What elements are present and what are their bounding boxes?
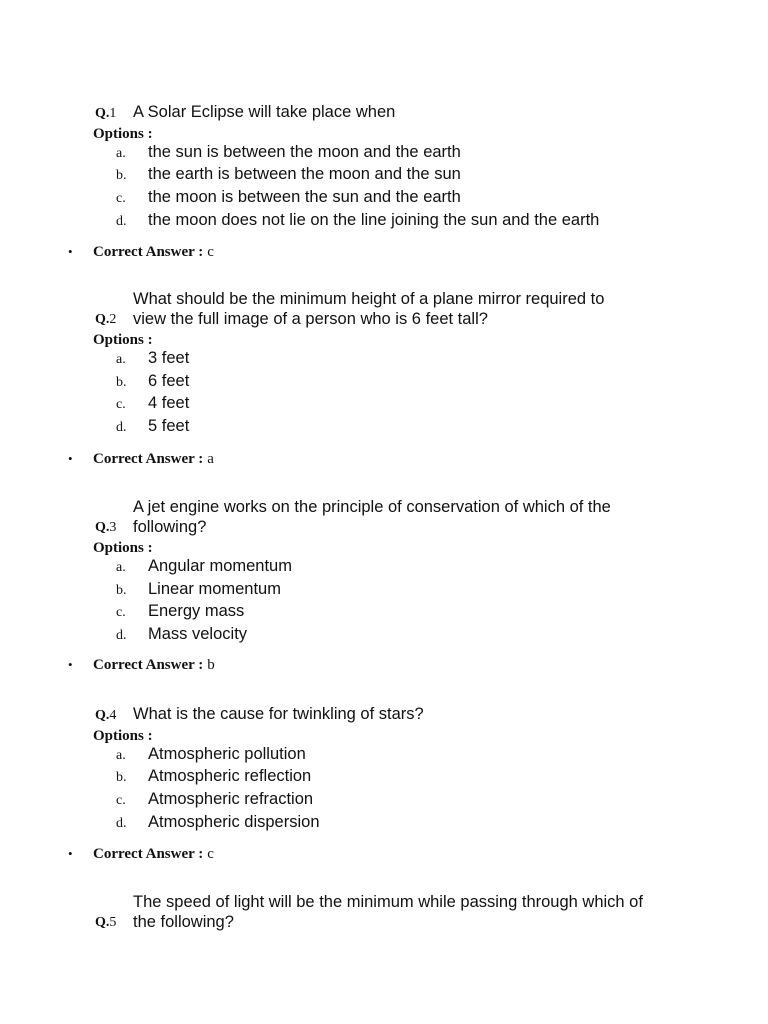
- correct-answer-1: [68, 244, 214, 261]
- option-text: the moon is between the sun and the earth: [148, 187, 461, 206]
- option-letter: a.: [116, 145, 126, 161]
- option-c: [93, 394, 693, 417]
- option-letter: b.: [116, 770, 127, 786]
- options-list: [93, 143, 693, 234]
- option-letter: a.: [116, 560, 126, 575]
- option-c: [93, 790, 693, 813]
- answer-label: Correct Answer :: [93, 846, 204, 862]
- option-c: [93, 602, 693, 625]
- option-a: [93, 745, 693, 768]
- question-3: [93, 498, 693, 648]
- question-number: Q.1: [95, 105, 117, 121]
- answer-label: Correct Answer :: [93, 451, 204, 467]
- question-2-header: [93, 290, 693, 329]
- bullet-icon: •: [68, 846, 73, 861]
- question-number: Q.5: [95, 915, 117, 930]
- option-text: 5 feet: [148, 417, 190, 436]
- question-4: [93, 705, 693, 835]
- bullet-icon: •: [68, 244, 73, 259]
- question-text: A jet engine works on the principle of conservation of which of the following?: [133, 498, 611, 536]
- option-text: Angular momentum: [148, 557, 292, 575]
- option-letter: c.: [116, 605, 126, 621]
- option-b: [93, 580, 693, 603]
- option-d: [93, 211, 693, 234]
- answer-value: c: [207, 846, 214, 862]
- option-letter: a.: [116, 747, 126, 763]
- options-list: [93, 557, 693, 648]
- option-a: [93, 349, 693, 372]
- options-label: Options :: [93, 332, 153, 348]
- option-c: [93, 188, 693, 211]
- option-letter: b.: [116, 374, 127, 390]
- answer-label: Correct Answer :: [93, 244, 204, 260]
- option-letter: d.: [116, 420, 127, 436]
- option-text: Atmospheric reflection: [148, 767, 312, 786]
- options-label: Options :: [93, 125, 153, 142]
- option-b: [93, 165, 693, 188]
- option-a: [93, 143, 693, 166]
- option-letter: d.: [116, 815, 127, 831]
- option-b: [93, 372, 693, 395]
- question-text: What should be the minimum height of a plane mirror required to view the full image of a person who is 6 feet tall?: [133, 290, 605, 328]
- correct-answer-2: [68, 451, 214, 468]
- bullet-icon: •: [68, 451, 73, 466]
- option-letter: a.: [116, 352, 126, 367]
- option-text: Linear momentum: [148, 579, 281, 598]
- bullet-icon: •: [68, 657, 73, 672]
- option-text: 6 feet: [148, 371, 190, 390]
- answer-value: a: [207, 451, 214, 467]
- option-text: Energy mass: [148, 602, 245, 621]
- option-a: [93, 557, 693, 580]
- option-letter: d.: [116, 628, 127, 644]
- question-2: [93, 290, 693, 440]
- option-text: the sun is between the moon and the earth: [148, 142, 461, 161]
- question-1-header: [93, 103, 693, 123]
- correct-answer-4: [68, 846, 214, 863]
- options-list: [93, 745, 693, 836]
- option-text: the earth is between the moon and the sun: [148, 165, 461, 184]
- option-text: the moon does not lie on the line joining the sun and the earth: [148, 210, 600, 229]
- options-list: [93, 349, 693, 440]
- option-letter: c.: [116, 397, 126, 413]
- question-number: Q.4: [95, 707, 117, 723]
- option-letter: b.: [116, 582, 127, 598]
- question-5: [93, 893, 693, 932]
- option-text: Atmospheric dispersion: [148, 812, 320, 831]
- options-label: Options :: [93, 727, 153, 744]
- options-label: Options :: [93, 540, 153, 556]
- option-letter: c.: [116, 792, 126, 808]
- answer-value: c: [207, 244, 214, 260]
- option-letter: b.: [116, 168, 127, 184]
- answer-value: b: [207, 657, 215, 673]
- option-d: [93, 813, 693, 836]
- question-3-header: [93, 498, 693, 537]
- option-text: Mass velocity: [148, 625, 248, 644]
- option-letter: d.: [116, 213, 127, 229]
- question-1: [93, 103, 693, 233]
- question-number: Q.2: [95, 312, 117, 327]
- option-text: Atmospheric pollution: [148, 744, 306, 763]
- question-4-header: [93, 705, 693, 725]
- question-text: A Solar Eclipse will take place when: [133, 103, 396, 121]
- option-b: [93, 767, 693, 790]
- correct-answer-3: [68, 657, 215, 674]
- option-d: [93, 417, 693, 440]
- question-5-header: [93, 893, 693, 932]
- option-text: Atmospheric refraction: [148, 789, 314, 808]
- option-letter: c.: [116, 190, 126, 206]
- option-d: [93, 625, 693, 648]
- question-number: Q.3: [95, 520, 117, 535]
- answer-label: Correct Answer :: [93, 657, 204, 673]
- question-text: What is the cause for twinkling of stars?: [133, 705, 424, 723]
- question-text: The speed of light will be the minimum while passing through which of the following?: [133, 893, 643, 931]
- option-text: 3 feet: [148, 349, 190, 367]
- option-text: 4 feet: [148, 394, 190, 413]
